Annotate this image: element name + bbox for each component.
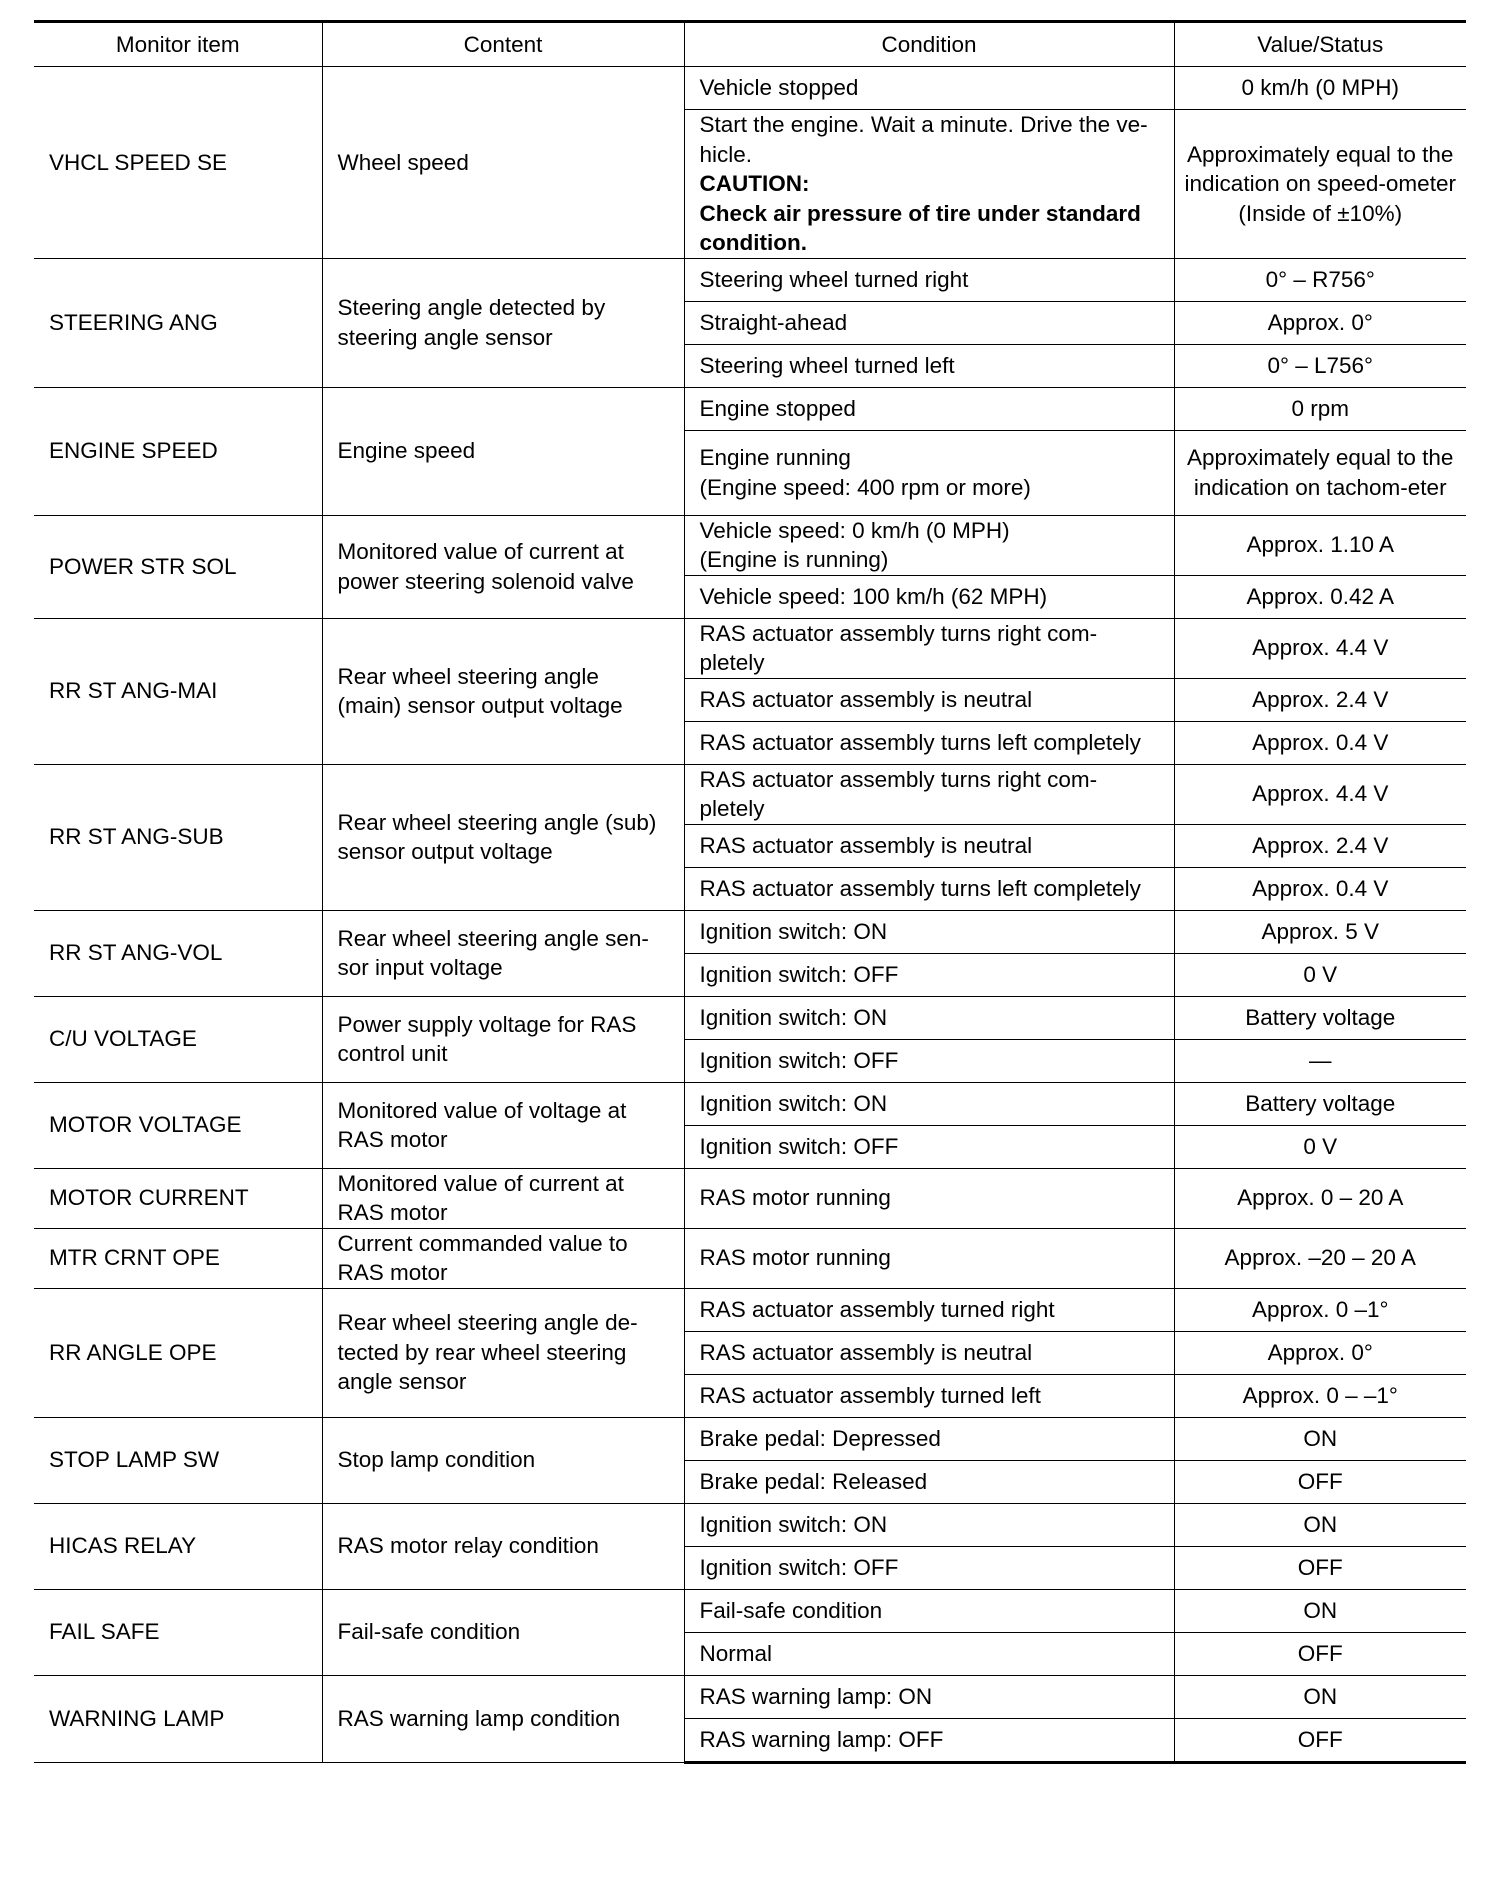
table-row <box>34 996 1466 1039</box>
header-content: Content <box>322 22 684 67</box>
condition-cell <box>684 1589 1174 1632</box>
condition-text: RAS actuator assembly turned left <box>699 1382 1041 1408</box>
condition-cell <box>684 258 1174 301</box>
condition-text: RAS motor running <box>699 1245 891 1271</box>
condition-text: Steering wheel turned left <box>699 352 955 378</box>
condition-cell <box>684 1082 1174 1125</box>
condition-text-secondary: (Engine is running) <box>699 547 889 572</box>
condition-cell <box>684 721 1174 764</box>
condition-cell <box>684 910 1174 953</box>
condition-cell <box>684 1039 1174 1082</box>
condition-text: RAS actuator assembly turns right com-pletely <box>699 766 1098 821</box>
condition-cell <box>684 1503 1174 1546</box>
content-cell: Monitored value of current at RAS motor <box>322 1168 684 1228</box>
condition-text: Ignition switch: ON <box>699 1004 888 1030</box>
table-row <box>34 67 1466 110</box>
content-cell: Steering angle detected by steering angle sensor <box>322 258 684 387</box>
monitor-item-cell: MOTOR CURRENT <box>34 1168 322 1228</box>
condition-text: RAS warning lamp: OFF <box>699 1726 944 1752</box>
content-cell: Wheel speed <box>322 67 684 259</box>
condition-text-secondary: (Engine speed: 400 rpm or more) <box>699 474 1031 500</box>
value-status-cell: Battery voltage <box>1174 996 1466 1039</box>
table-row <box>34 1589 1466 1632</box>
value-status-cell: Approx. 0 –1° <box>1174 1288 1466 1331</box>
value-status-cell: ON <box>1174 1675 1466 1718</box>
condition-cell <box>684 1718 1174 1762</box>
value-status-cell: Approx. –20 – 20 A <box>1174 1228 1466 1288</box>
condition-text: Ignition switch: OFF <box>699 1047 899 1073</box>
monitor-item-cell: MOTOR VOLTAGE <box>34 1082 322 1168</box>
condition-text: Straight-ahead <box>699 309 848 335</box>
table-row <box>34 387 1466 430</box>
value-status-cell: ON <box>1174 1503 1466 1546</box>
monitor-item-cell: ENGINE SPEED <box>34 387 322 515</box>
condition-text: Vehicle speed: 100 km/h (62 MPH) <box>699 583 1048 609</box>
condition-text: Brake pedal: Released <box>699 1468 928 1494</box>
monitor-item-cell: FAIL SAFE <box>34 1589 322 1675</box>
condition-cell <box>684 764 1174 824</box>
table-row <box>34 1417 1466 1460</box>
condition-cell <box>684 953 1174 996</box>
table-row <box>34 764 1466 824</box>
condition-cell <box>684 1168 1174 1228</box>
condition-cell <box>684 1632 1174 1675</box>
condition-text: Ignition switch: OFF <box>699 1133 899 1159</box>
value-status-cell: OFF <box>1174 1546 1466 1589</box>
table-body <box>34 67 1466 1763</box>
value-status-cell: Approx. 5 V <box>1174 910 1466 953</box>
content-cell: RAS warning lamp condition <box>322 1675 684 1762</box>
condition-text: RAS actuator assembly is neutral <box>699 832 1033 858</box>
monitor-item-cell: HICAS RELAY <box>34 1503 322 1589</box>
value-status-cell: OFF <box>1174 1718 1466 1762</box>
content-cell: Engine speed <box>322 387 684 515</box>
header-condition: Condition <box>684 22 1174 67</box>
condition-text: Engine stopped <box>699 395 856 421</box>
value-status-cell: 0 rpm <box>1174 387 1466 430</box>
table-row <box>34 258 1466 301</box>
content-cell: Monitored value of current at power steering solenoid valve <box>322 515 684 618</box>
caution-label: CAUTION: <box>699 171 810 196</box>
value-status-cell: 0 km/h (0 MPH) <box>1174 67 1466 110</box>
content-cell: Rear wheel steering angle (main) sensor output voltage <box>322 618 684 764</box>
condition-text: RAS motor running <box>699 1185 891 1211</box>
condition-cell <box>684 515 1174 575</box>
condition-text: RAS actuator assembly turned right <box>699 1296 1055 1322</box>
table-row <box>34 1082 1466 1125</box>
condition-text: Vehicle speed: 0 km/h (0 MPH) <box>699 517 1010 543</box>
condition-cell <box>684 867 1174 910</box>
value-status-cell: Approx. 4.4 V <box>1174 618 1466 678</box>
value-status-cell: Battery voltage <box>1174 1082 1466 1125</box>
condition-cell <box>684 1417 1174 1460</box>
condition-text: Normal <box>699 1640 773 1666</box>
condition-cell <box>684 301 1174 344</box>
condition-text: Engine running <box>699 445 851 470</box>
condition-cell <box>684 110 1174 259</box>
condition-cell <box>684 575 1174 618</box>
condition-text: Steering wheel turned right <box>699 266 969 292</box>
value-status-cell: Approx. 0° <box>1174 1331 1466 1374</box>
content-cell: Rear wheel steering angle (sub) sensor output voltage <box>322 764 684 910</box>
value-status-cell: ON <box>1174 1417 1466 1460</box>
table-header-row <box>34 22 1466 67</box>
table-row <box>34 515 1466 575</box>
content-cell: Stop lamp condition <box>322 1417 684 1503</box>
value-status-cell: Approximately equal to the indication on speed-ometer (Inside of ±10%) <box>1174 110 1466 259</box>
header-monitor-item: Monitor item <box>34 22 322 67</box>
value-status-cell: 0 V <box>1174 1125 1466 1168</box>
condition-cell <box>684 387 1174 430</box>
condition-text: RAS actuator assembly turns left completely <box>699 729 1141 755</box>
monitor-item-cell: RR ST ANG-MAI <box>34 618 322 764</box>
monitor-item-cell: STEERING ANG <box>34 258 322 387</box>
content-cell: RAS motor relay condition <box>322 1503 684 1589</box>
condition-cell <box>684 1546 1174 1589</box>
value-status-cell: 0° – L756° <box>1174 344 1466 387</box>
table-row <box>34 618 1466 678</box>
condition-cell <box>684 1228 1174 1288</box>
condition-cell <box>684 67 1174 110</box>
condition-cell <box>684 1460 1174 1503</box>
content-cell: Monitored value of voltage at RAS motor <box>322 1082 684 1168</box>
header-value-status: Value/Status <box>1174 22 1466 67</box>
value-status-cell: 0° – R756° <box>1174 258 1466 301</box>
condition-text: RAS actuator assembly is neutral <box>699 686 1033 712</box>
table-row <box>34 1228 1466 1288</box>
content-cell: Fail-safe condition <box>322 1589 684 1675</box>
value-status-cell: Approx. 1.10 A <box>1174 515 1466 575</box>
value-status-cell: Approx. 0.42 A <box>1174 575 1466 618</box>
monitor-item-cell: RR ANGLE OPE <box>34 1288 322 1417</box>
content-cell: Current commanded value to RAS motor <box>322 1228 684 1288</box>
condition-cell <box>684 996 1174 1039</box>
value-status-cell: — <box>1174 1039 1466 1082</box>
condition-text: Ignition switch: ON <box>699 1511 888 1537</box>
condition-cell <box>684 430 1174 515</box>
table-row <box>34 1288 1466 1331</box>
table-row <box>34 1675 1466 1718</box>
condition-text: RAS actuator assembly turns right com-pletely <box>699 620 1098 675</box>
table-row <box>34 910 1466 953</box>
monitor-item-cell: C/U VOLTAGE <box>34 996 322 1082</box>
value-status-cell: ON <box>1174 1589 1466 1632</box>
value-status-cell: Approx. 0 – 20 A <box>1174 1168 1466 1228</box>
value-status-cell: Approx. 4.4 V <box>1174 764 1466 824</box>
condition-text: RAS warning lamp: ON <box>699 1683 933 1709</box>
condition-text: Ignition switch: OFF <box>699 961 899 987</box>
condition-text: Brake pedal: Depressed <box>699 1425 941 1451</box>
condition-cell <box>684 1125 1174 1168</box>
content-cell: Power supply voltage for RAS control unit <box>322 996 684 1082</box>
condition-cell <box>684 1675 1174 1718</box>
condition-cell <box>684 618 1174 678</box>
monitor-item-cell: VHCL SPEED SE <box>34 67 322 259</box>
monitor-item-table <box>34 20 1466 1764</box>
value-status-cell: Approx. 0 – –1° <box>1174 1374 1466 1417</box>
monitor-item-cell: WARNING LAMP <box>34 1675 322 1762</box>
value-status-cell: OFF <box>1174 1632 1466 1675</box>
table-row <box>34 1168 1466 1228</box>
condition-text: Ignition switch: ON <box>699 1090 888 1116</box>
value-status-cell: 0 V <box>1174 953 1466 996</box>
value-status-cell: Approx. 0.4 V <box>1174 721 1466 764</box>
monitor-item-cell: POWER STR SOL <box>34 515 322 618</box>
condition-text: RAS actuator assembly turns left completely <box>699 875 1141 901</box>
condition-text: Ignition switch: OFF <box>699 1554 899 1580</box>
condition-cell <box>684 1374 1174 1417</box>
value-status-cell: Approximately equal to the indication on tachom-eter <box>1174 430 1466 515</box>
condition-text: Vehicle stopped <box>699 75 859 101</box>
content-cell: Rear wheel steering angle sen-sor input voltage <box>322 910 684 996</box>
value-status-cell: OFF <box>1174 1460 1466 1503</box>
condition-text: Ignition switch: ON <box>699 918 888 944</box>
value-status-cell: Approx. 0.4 V <box>1174 867 1466 910</box>
value-status-cell: Approx. 2.4 V <box>1174 824 1466 867</box>
monitor-item-cell: RR ST ANG-SUB <box>34 764 322 910</box>
monitor-item-cell: RR ST ANG-VOL <box>34 910 322 996</box>
content-cell: Rear wheel steering angle de-tected by rear wheel steering angle sensor <box>322 1288 684 1417</box>
value-status-cell: Approx. 2.4 V <box>1174 678 1466 721</box>
condition-cell <box>684 678 1174 721</box>
condition-text: Start the engine. Wait a minute. Drive the ve-hicle. <box>699 112 1148 167</box>
monitor-item-cell: STOP LAMP SW <box>34 1417 322 1503</box>
value-status-cell: Approx. 0° <box>1174 301 1466 344</box>
condition-cell <box>684 1331 1174 1374</box>
condition-cell <box>684 1288 1174 1331</box>
condition-text: Fail-safe condition <box>699 1597 883 1623</box>
condition-text: RAS actuator assembly is neutral <box>699 1339 1033 1365</box>
condition-cell <box>684 824 1174 867</box>
caution-text: Check air pressure of tire under standard condition. <box>699 200 1141 255</box>
monitor-item-cell: MTR CRNT OPE <box>34 1228 322 1288</box>
condition-cell <box>684 344 1174 387</box>
table-row <box>34 1503 1466 1546</box>
